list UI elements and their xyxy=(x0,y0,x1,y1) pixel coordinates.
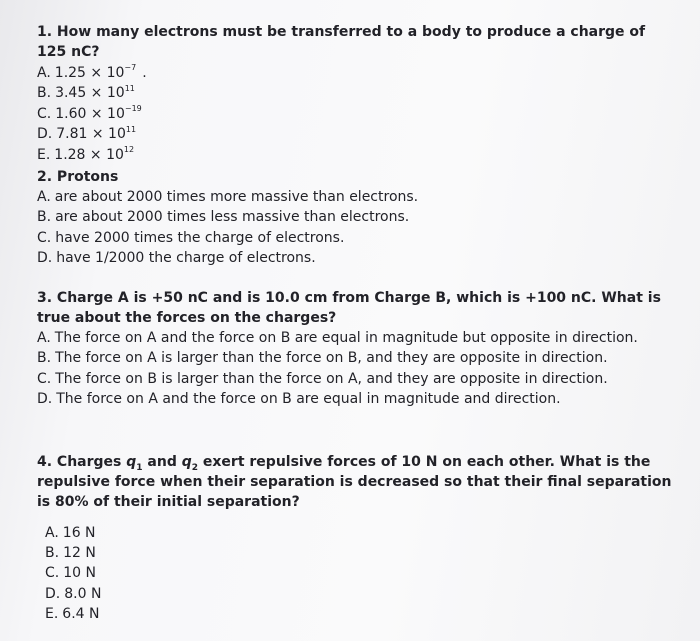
question-2-title: 2. Protons xyxy=(37,169,119,185)
question-3-option-d: D. The force on A and the force on B are equal in magnitude and direction. xyxy=(37,391,561,408)
question-2-option-b: B. are about 2000 times less massive than electrons. xyxy=(37,209,410,226)
question-4-option-b: B. 12 N xyxy=(45,545,96,562)
question-3-option-c: C. The force on B is larger than the force on A, and they are opposite in direction. xyxy=(37,370,608,387)
question-4 xyxy=(37,452,677,624)
question-4-option-c: C. 10 N xyxy=(45,565,96,582)
question-3 xyxy=(37,288,677,410)
question-4-option-d: D. 8.0 N xyxy=(45,585,102,602)
question-4-title: 4. Charges $q_1$ and $q_2$ exert repulsive forces of 10 N on each other. What is the repulsive force when their separation is decreased so that their final separation is 80% of their initial separation? xyxy=(37,454,672,510)
question-4-option-e: E. 6.4 N xyxy=(45,605,100,622)
question-1 xyxy=(37,22,677,165)
question-1-option-d: D. $7.81 \times 10^{11}$ xyxy=(37,124,137,143)
question-1-option-a: A. $1.25 \times 10^{-7}$ . xyxy=(37,63,147,81)
question-2-option-d: D. have 1/2000 the charge of electrons. xyxy=(37,250,316,267)
question-1-option-b: B. $3.45 \times 10^{11}$ xyxy=(37,83,135,102)
question-1-option-c: C. $1.60 \times 10^{-19}$ xyxy=(37,104,142,122)
question-3-option-a: A. The force on A and the force on B are equal in magnitude but opposite in direction. xyxy=(37,330,638,346)
question-3-option-b: B. The force on A is larger than the force on B, and they are opposite in direction. xyxy=(37,350,608,367)
question-1-option-e: E. $1.28 \times 10^{12}$ xyxy=(37,144,135,163)
question-2 xyxy=(37,167,677,269)
question-3-title: 3. Charge A is +50 nC and is 10.0 cm from Charge B, which is +100 nC. What is true about the forces on the charges? xyxy=(37,290,661,326)
question-4-option-a: A. 16 N xyxy=(45,525,96,541)
question-1-title: 1. How many electrons must be transferred to a body to produce a charge of 125 nC? xyxy=(37,24,646,60)
question-2-option-a: A. are about 2000 times more massive than electrons. xyxy=(37,189,419,205)
question-2-option-c: C. have 2000 times the charge of electrons. xyxy=(37,229,345,246)
